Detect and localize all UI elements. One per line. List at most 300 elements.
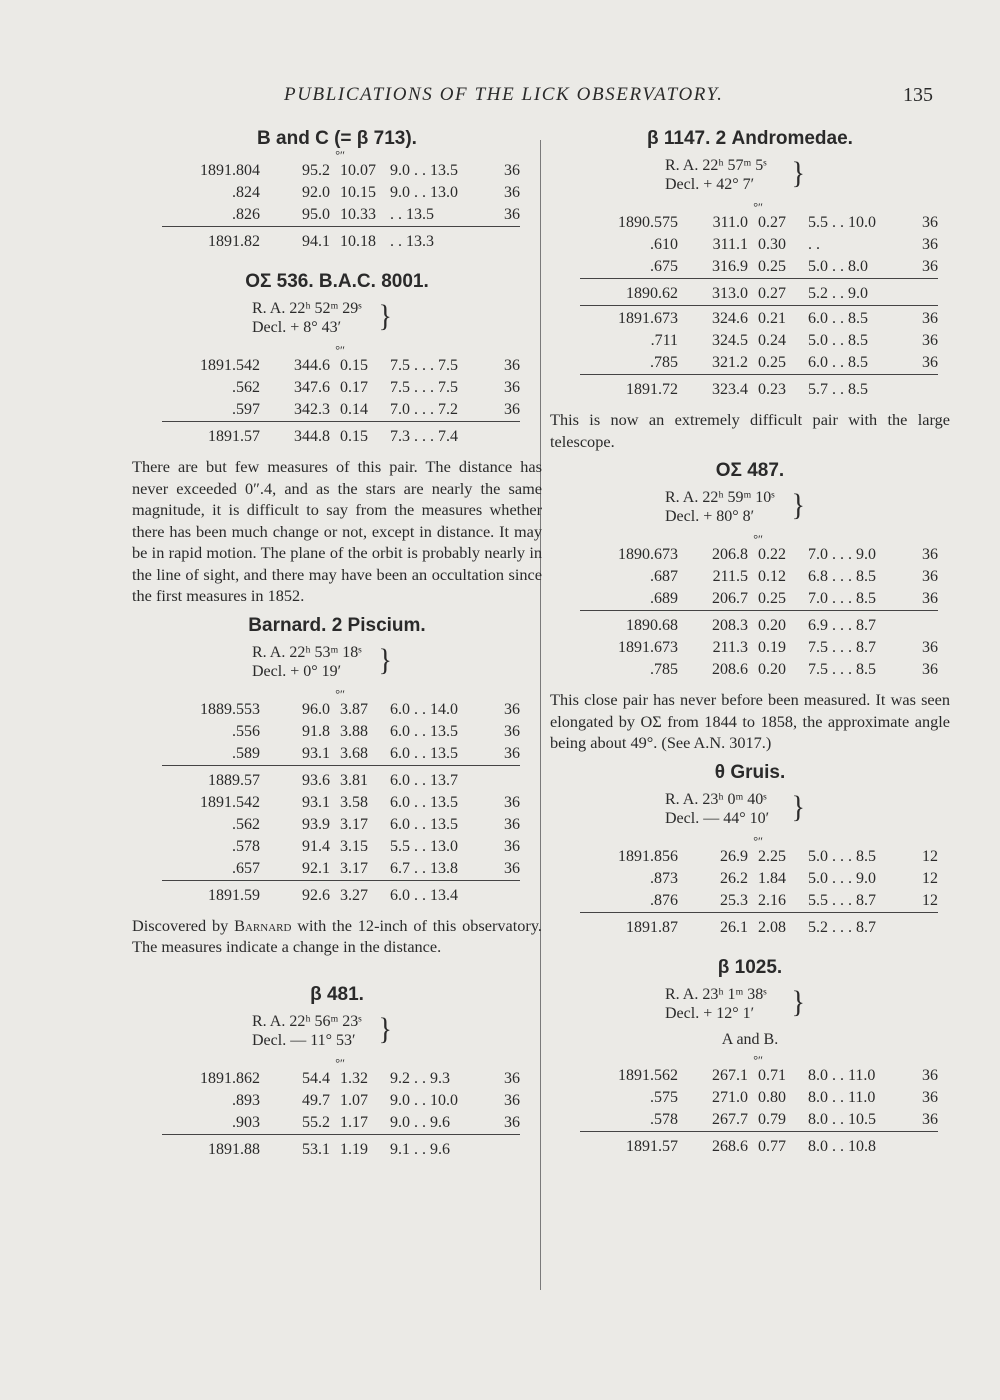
position-angle-cell: 49.7 (302, 1091, 330, 1109)
distance-cell: 1.84 (758, 869, 786, 887)
nights-cell: 36 (922, 258, 938, 275)
nights-cell (490, 424, 520, 448)
nights-cell (908, 613, 938, 637)
distance-cell: 0.12 (758, 568, 786, 585)
epoch-cell: .675 (650, 258, 678, 275)
magnitudes-cell: 9.1 . . 9.6 (390, 1140, 450, 1158)
distance-cell: 3.58 (340, 793, 368, 811)
nights-cell: 36 (922, 332, 938, 349)
nights-cell: 36 (922, 310, 938, 327)
magnitudes-cell: 9.0 . . 9.6 (390, 1113, 450, 1131)
mean-row (580, 915, 938, 939)
epoch-cell: 1891.804 (200, 162, 260, 179)
right-ascension: R. A. 22ʰ 53ᵐ 18ˢ (252, 643, 362, 661)
nights-cell: 36 (922, 1110, 938, 1128)
units-row (580, 202, 938, 212)
section-title: β 1147. 2 Andromedae. (647, 128, 853, 149)
nights-cell: 36 (504, 793, 520, 811)
distance-cell: 10.33 (340, 206, 376, 223)
magnitudes-cell: . . 13.5 (390, 206, 434, 223)
distance-cell: 2.08 (758, 918, 786, 936)
distance-cell: 0.14 (340, 401, 368, 418)
arcsec-unit: ″ (758, 532, 763, 546)
mean-row (580, 613, 938, 637)
units-row (580, 1055, 938, 1065)
epoch-cell: 1891.673 (618, 310, 678, 327)
position-angle-cell: 208.6 (712, 661, 748, 678)
measures-table (162, 345, 520, 448)
measure-row (162, 858, 520, 881)
units-row (580, 534, 938, 544)
epoch-cell: .876 (650, 891, 678, 909)
magnitudes-cell: 5.0 . . . 9.0 (808, 869, 876, 887)
declination: Decl. + 80° 8′ (665, 508, 755, 525)
right-ascension: R. A. 22ʰ 59ᵐ 10ˢ (665, 489, 775, 506)
magnitudes-cell: 7.0 . . . 9.0 (808, 546, 876, 563)
arcsec-unit: ″ (340, 1055, 345, 1070)
degree-unit: ° (753, 1052, 758, 1067)
distance-cell: 3.87 (340, 700, 368, 718)
distance-cell: 10.18 (340, 233, 376, 250)
nights-cell (490, 1137, 520, 1161)
measure-row (162, 792, 520, 814)
distance-cell: 0.25 (758, 258, 786, 275)
position-angle-cell: 94.1 (302, 233, 330, 250)
magnitudes-cell: 6.0 . . 13.4 (390, 886, 458, 904)
measures-table (162, 150, 520, 253)
measure-row (162, 699, 520, 721)
brace: } (791, 488, 805, 523)
position-angle-cell: 311.1 (712, 236, 748, 253)
distance-cell: 0.27 (758, 214, 786, 231)
measure-row (162, 399, 520, 422)
nights-cell: 36 (504, 815, 520, 833)
nights-cell: 36 (504, 357, 520, 374)
distance-cell: 0.79 (758, 1110, 786, 1128)
distance-cell: 0.71 (758, 1066, 786, 1084)
magnitudes-cell: 7.5 . . . 8.7 (808, 639, 876, 656)
magnitudes-cell: 8.0 . . 11.0 (808, 1066, 876, 1084)
position-angle-cell: 342.3 (294, 401, 330, 418)
coordinates (665, 985, 835, 1023)
brace: } (378, 1011, 392, 1046)
epoch-cell: 1890.673 (618, 546, 678, 563)
distance-cell: 0.15 (340, 428, 368, 445)
distance-cell: 1.19 (340, 1140, 368, 1158)
position-angle-cell: 347.6 (294, 379, 330, 396)
position-angle-cell: 268.6 (712, 1137, 748, 1155)
distance-cell: 0.30 (758, 236, 786, 253)
observer-name: Barnard (234, 915, 292, 935)
measure-row (580, 846, 938, 868)
nights-cell: 36 (504, 837, 520, 855)
nights-cell: 36 (504, 700, 520, 718)
epoch-cell: 1889.57 (208, 771, 260, 789)
magnitudes-cell: . . 13.3 (390, 233, 434, 250)
measure-row (580, 212, 938, 234)
epoch-cell: 1891.59 (208, 886, 260, 904)
nights-cell: 36 (504, 859, 520, 877)
measure-row (580, 330, 938, 352)
distance-cell: 2.16 (758, 891, 786, 909)
position-angle-cell: 91.4 (302, 837, 330, 855)
magnitudes-cell: 5.2 . . . 8.7 (808, 918, 876, 936)
measure-row (162, 204, 520, 227)
position-angle-cell: 93.1 (302, 793, 330, 811)
measure-row (580, 256, 938, 279)
nights-cell: 36 (922, 546, 938, 563)
magnitudes-cell: 7.0 . . . 8.5 (808, 590, 876, 607)
mean-row (580, 1134, 938, 1158)
epoch-cell: 1890.68 (626, 617, 678, 634)
right-ascension: R. A. 23ʰ 1ᵐ 38ˢ (665, 985, 767, 1003)
nights-cell: 36 (922, 1088, 938, 1106)
nights-cell: 36 (922, 214, 938, 231)
position-angle-cell: 316.9 (712, 258, 748, 275)
epoch-cell: 1889.553 (200, 700, 260, 718)
section-beta-1147 (550, 128, 950, 452)
arcsec-unit: ″ (340, 686, 345, 701)
position-angle-cell: 321.2 (712, 354, 748, 371)
nights-cell: 36 (504, 1091, 520, 1109)
coordinates (665, 488, 835, 526)
declination: Decl. — 11° 53′ (252, 1031, 356, 1049)
magnitudes-cell: 6.0 . . 8.5 (808, 354, 868, 371)
magnitudes-cell: 6.0 . . 8.5 (808, 310, 868, 327)
measure-row (580, 566, 938, 588)
measure-row (162, 814, 520, 836)
epoch-cell: 1891.82 (208, 233, 260, 250)
units-row (162, 150, 520, 160)
nights-cell: 36 (504, 401, 520, 418)
nights-cell: 36 (504, 162, 520, 179)
magnitudes-cell: 5.5 . . . 8.7 (808, 891, 876, 909)
arcsec-unit: ″ (340, 343, 345, 357)
magnitudes-cell: 5.7 . . 8.5 (808, 381, 868, 398)
measure-row (162, 1090, 520, 1112)
distance-cell: 0.77 (758, 1137, 786, 1155)
distance-cell: 3.81 (340, 771, 368, 789)
position-angle-cell: 93.9 (302, 815, 330, 833)
nights-cell: 36 (922, 1066, 938, 1084)
distance-cell: 3.27 (340, 886, 368, 904)
section-theta-gruis (550, 762, 950, 939)
nights-cell: 36 (922, 568, 938, 585)
distance-cell: 3.68 (340, 744, 368, 762)
position-angle-cell: 95.2 (302, 162, 330, 179)
magnitudes-cell: 6.0 . . 13.5 (390, 722, 458, 740)
measure-row (162, 1068, 520, 1090)
distance-cell: 0.15 (340, 357, 368, 374)
declination: Decl. + 8° 43′ (252, 319, 342, 336)
nights-cell (908, 377, 938, 401)
magnitudes-cell: 5.0 . . 8.5 (808, 332, 868, 349)
epoch-cell: 1891.673 (618, 639, 678, 656)
nights-cell: 36 (504, 1069, 520, 1087)
units-row (580, 836, 938, 846)
epoch-cell: .562 (232, 815, 260, 833)
measures-table (580, 833, 938, 939)
epoch-cell: .903 (232, 1113, 260, 1131)
position-angle-cell: 93.1 (302, 744, 330, 762)
magnitudes-cell: 9.0 . . 13.5 (390, 162, 458, 179)
measure-row (580, 544, 938, 566)
measure-row (580, 637, 938, 659)
position-angle-cell: 324.5 (712, 332, 748, 349)
epoch-cell: 1891.88 (208, 1140, 260, 1158)
magnitudes-cell: 8.0 . . 10.5 (808, 1110, 876, 1128)
mean-row (162, 229, 520, 253)
measure-row (580, 1087, 938, 1109)
brace: } (791, 789, 805, 824)
position-angle-cell: 93.6 (302, 771, 330, 789)
section-o-sigma-536 (132, 271, 542, 607)
measure-row (162, 355, 520, 377)
distance-cell: 3.17 (340, 859, 368, 877)
measure-row (580, 234, 938, 256)
epoch-cell: 1891.856 (618, 847, 678, 865)
right-column (550, 128, 950, 1158)
magnitudes-cell: 5.5 . . 10.0 (808, 214, 876, 231)
right-ascension: R. A. 22ʰ 56ᵐ 23ˢ (252, 1012, 362, 1030)
measure-row (580, 868, 938, 890)
section-title: OΣ 536. B.A.C. 8001. (245, 271, 429, 292)
measure-row (162, 1112, 520, 1135)
section-title: β 481. (310, 983, 364, 1005)
section-beta-481 (132, 984, 542, 1161)
nights-cell (490, 883, 520, 907)
position-angle-cell: 267.1 (712, 1066, 748, 1084)
brace: } (791, 156, 805, 191)
mean-row (580, 281, 938, 306)
measures-table (580, 534, 938, 681)
arcsec-unit: ″ (758, 1052, 763, 1067)
magnitudes-cell: 6.9 . . . 8.7 (808, 617, 876, 634)
position-angle-cell: 211.5 (712, 568, 748, 585)
magnitudes-cell: 9.0 . . 10.0 (390, 1091, 458, 1109)
distance-cell: 0.23 (758, 381, 786, 398)
position-angle-cell: 54.4 (302, 1069, 330, 1087)
magnitudes-cell: 6.0 . . 13.5 (390, 793, 458, 811)
position-angle-cell: 344.8 (294, 428, 330, 445)
epoch-cell: .785 (650, 354, 678, 371)
nights-cell (908, 281, 938, 306)
position-angle-cell: 311.0 (712, 214, 748, 231)
nights-cell: 36 (922, 590, 938, 607)
magnitudes-cell: 5.0 . . . 8.5 (808, 847, 876, 865)
distance-cell: 0.25 (758, 590, 786, 607)
nights-cell: 36 (922, 236, 938, 253)
epoch-cell: .575 (650, 1088, 678, 1106)
degree-unit: ° (753, 532, 758, 546)
distance-cell: 0.27 (758, 285, 786, 302)
right-ascension: R. A. 22ʰ 52ᵐ 29ˢ (252, 300, 362, 317)
epoch-cell: .578 (232, 837, 260, 855)
distance-cell: 0.20 (758, 661, 786, 678)
magnitudes-cell: 7.5 . . . 7.5 (390, 379, 458, 396)
epoch-cell: .597 (232, 401, 260, 418)
distance-cell: 0.19 (758, 639, 786, 656)
epoch-cell: .589 (232, 744, 260, 762)
magnitudes-cell: 9.0 . . 13.0 (390, 184, 458, 201)
distance-cell: 0.22 (758, 546, 786, 563)
position-angle-cell: 26.1 (720, 918, 748, 936)
declination: Decl. + 42° 7′ (665, 176, 755, 193)
magnitudes-cell: 5.2 . . 9.0 (808, 285, 868, 302)
epoch-cell: .893 (232, 1091, 260, 1109)
units-row (162, 689, 520, 699)
distance-cell: 3.88 (340, 722, 368, 740)
page-header (0, 84, 1000, 114)
section-title: OΣ 487. (715, 460, 785, 481)
epoch-cell: 1891.542 (200, 793, 260, 811)
magnitudes-cell: 8.0 . . 11.0 (808, 1088, 876, 1106)
brace: } (378, 299, 392, 334)
position-angle-cell: 92.6 (302, 886, 330, 904)
magnitudes-cell: 8.0 . . 10.8 (808, 1137, 876, 1155)
declination: Decl. + 0° 19′ (252, 662, 342, 680)
section-barnard-2-piscium (132, 615, 542, 958)
section-title: β 1025. (717, 956, 783, 978)
measures-table (580, 1052, 938, 1158)
nights-cell (490, 768, 520, 792)
nights-cell: 36 (504, 206, 520, 223)
nights-cell: 36 (922, 639, 938, 656)
mean-row (162, 1137, 520, 1161)
epoch-cell: 1890.62 (626, 285, 678, 302)
section-b-and-c (132, 128, 542, 253)
distance-cell: 0.24 (758, 332, 786, 349)
distance-cell: 0.17 (340, 379, 368, 396)
position-angle-cell: 211.3 (712, 639, 748, 656)
magnitudes-cell: 6.7 . . 13.8 (390, 859, 458, 877)
measure-row (580, 659, 938, 681)
coordinates (665, 156, 835, 194)
epoch-cell: .826 (232, 206, 260, 223)
position-angle-cell: 313.0 (712, 285, 748, 302)
section-title: B and C (= β 713). (257, 128, 417, 149)
measure-row (580, 352, 938, 375)
right-ascension: R. A. 22ʰ 57ᵐ 5ˢ (665, 157, 767, 174)
epoch-cell: .785 (650, 661, 678, 678)
remark-text: Discovered by (132, 915, 235, 935)
measure-row (162, 743, 520, 766)
distance-cell: 3.15 (340, 837, 368, 855)
magnitudes-cell: 7.5 . . . 7.5 (390, 357, 458, 374)
magnitudes-cell: 6.8 . . . 8.5 (808, 568, 876, 585)
degree-unit: ° (335, 1055, 340, 1070)
epoch-cell: .873 (650, 869, 678, 887)
magnitudes-cell: 6.0 . . 13.7 (390, 771, 458, 789)
remark-paragraph: There are but few measures of this pair. The distance has never exceeded 0″.4, and as the stars are nearly the same magnitude, it is difficult to say from the measures whether there has been much change or not, except in distance. It may be in rapid motion. The plane of the orbit is probably nearly in the line of sight, and there may have been an occultation since the first measures in 1852. (132, 457, 542, 605)
position-angle-cell: 55.2 (302, 1113, 330, 1131)
brace: } (791, 984, 805, 1019)
epoch-cell: .562 (232, 379, 260, 396)
distance-cell: 10.15 (340, 184, 376, 201)
measure-row (580, 1109, 938, 1132)
position-angle-cell: 95.0 (302, 206, 330, 223)
position-angle-cell: 26.9 (720, 847, 748, 865)
distance-cell: 1.32 (340, 1069, 368, 1087)
epoch-cell: 1891.87 (626, 918, 678, 936)
coordinates (665, 790, 835, 828)
measures-table (580, 202, 938, 401)
magnitudes-cell: 5.0 . . 8.0 (808, 258, 868, 275)
distance-cell: 2.25 (758, 847, 786, 865)
epoch-cell: .657 (232, 859, 260, 877)
nights-cell: 12 (922, 869, 938, 887)
position-angle-cell: 206.7 (712, 590, 748, 607)
coordinates (252, 299, 422, 337)
position-angle-cell: 267.7 (712, 1110, 748, 1128)
degree-unit: ° (335, 148, 340, 162)
mean-row (162, 424, 520, 448)
magnitudes-cell: . . (808, 236, 820, 253)
declination: Decl. + 12° 1′ (665, 1004, 755, 1022)
arcsec-unit: ″ (758, 200, 763, 214)
measure-row (162, 160, 520, 182)
position-angle-cell: 53.1 (302, 1140, 330, 1158)
epoch-cell: .687 (650, 568, 678, 585)
page-number: 135 (903, 84, 933, 106)
declination: Decl. — 44° 10′ (665, 809, 770, 827)
degree-unit: ° (335, 686, 340, 701)
nights-cell: 36 (504, 379, 520, 396)
nights-cell (490, 229, 520, 253)
measure-row (580, 890, 938, 913)
position-angle-cell: 26.2 (720, 869, 748, 887)
units-row (162, 345, 520, 355)
epoch-cell: .711 (650, 332, 678, 349)
position-angle-cell: 344.6 (294, 357, 330, 374)
nights-cell: 36 (504, 1113, 520, 1131)
distance-cell: 10.07 (340, 162, 376, 179)
epoch-cell: .578 (650, 1110, 678, 1128)
degree-unit: ° (335, 343, 340, 357)
epoch-cell: 1891.72 (626, 381, 678, 398)
magnitudes-cell: 7.3 . . . 7.4 (390, 428, 458, 445)
arcsec-unit: ″ (758, 833, 763, 848)
epoch-cell: 1891.57 (208, 428, 260, 445)
epoch-cell: 1890.575 (618, 214, 678, 231)
degree-unit: ° (753, 200, 758, 214)
units-row (162, 1058, 520, 1068)
magnitudes-cell: 5.5 . . 13.0 (390, 837, 458, 855)
nights-cell: 36 (504, 744, 520, 762)
nights-cell: 36 (504, 722, 520, 740)
epoch-cell: .556 (232, 722, 260, 740)
position-angle-cell: 25.3 (720, 891, 748, 909)
remark-paragraph (132, 915, 542, 958)
position-angle-cell: 96.0 (302, 700, 330, 718)
distance-cell: 3.17 (340, 815, 368, 833)
magnitudes-cell: 9.2 . . 9.3 (390, 1069, 450, 1087)
nights-cell (908, 915, 938, 939)
measures-table (162, 686, 520, 907)
measure-row (580, 1065, 938, 1087)
coordinates (252, 1012, 422, 1050)
left-column (132, 128, 542, 1161)
nights-cell: 36 (922, 354, 938, 371)
mean-row (162, 883, 520, 907)
nights-cell: 36 (504, 184, 520, 201)
measure-row (580, 308, 938, 330)
section-o-sigma-487 (550, 460, 950, 754)
measure-row (162, 182, 520, 204)
epoch-cell: .610 (650, 236, 678, 253)
remark-paragraph: This close pair has never before been measured. It was seen elongated by OΣ from 1844 to 1858, the approximate angle being about 49°. (See A.N. 3017.) (550, 690, 950, 752)
distance-cell: 1.07 (340, 1091, 368, 1109)
